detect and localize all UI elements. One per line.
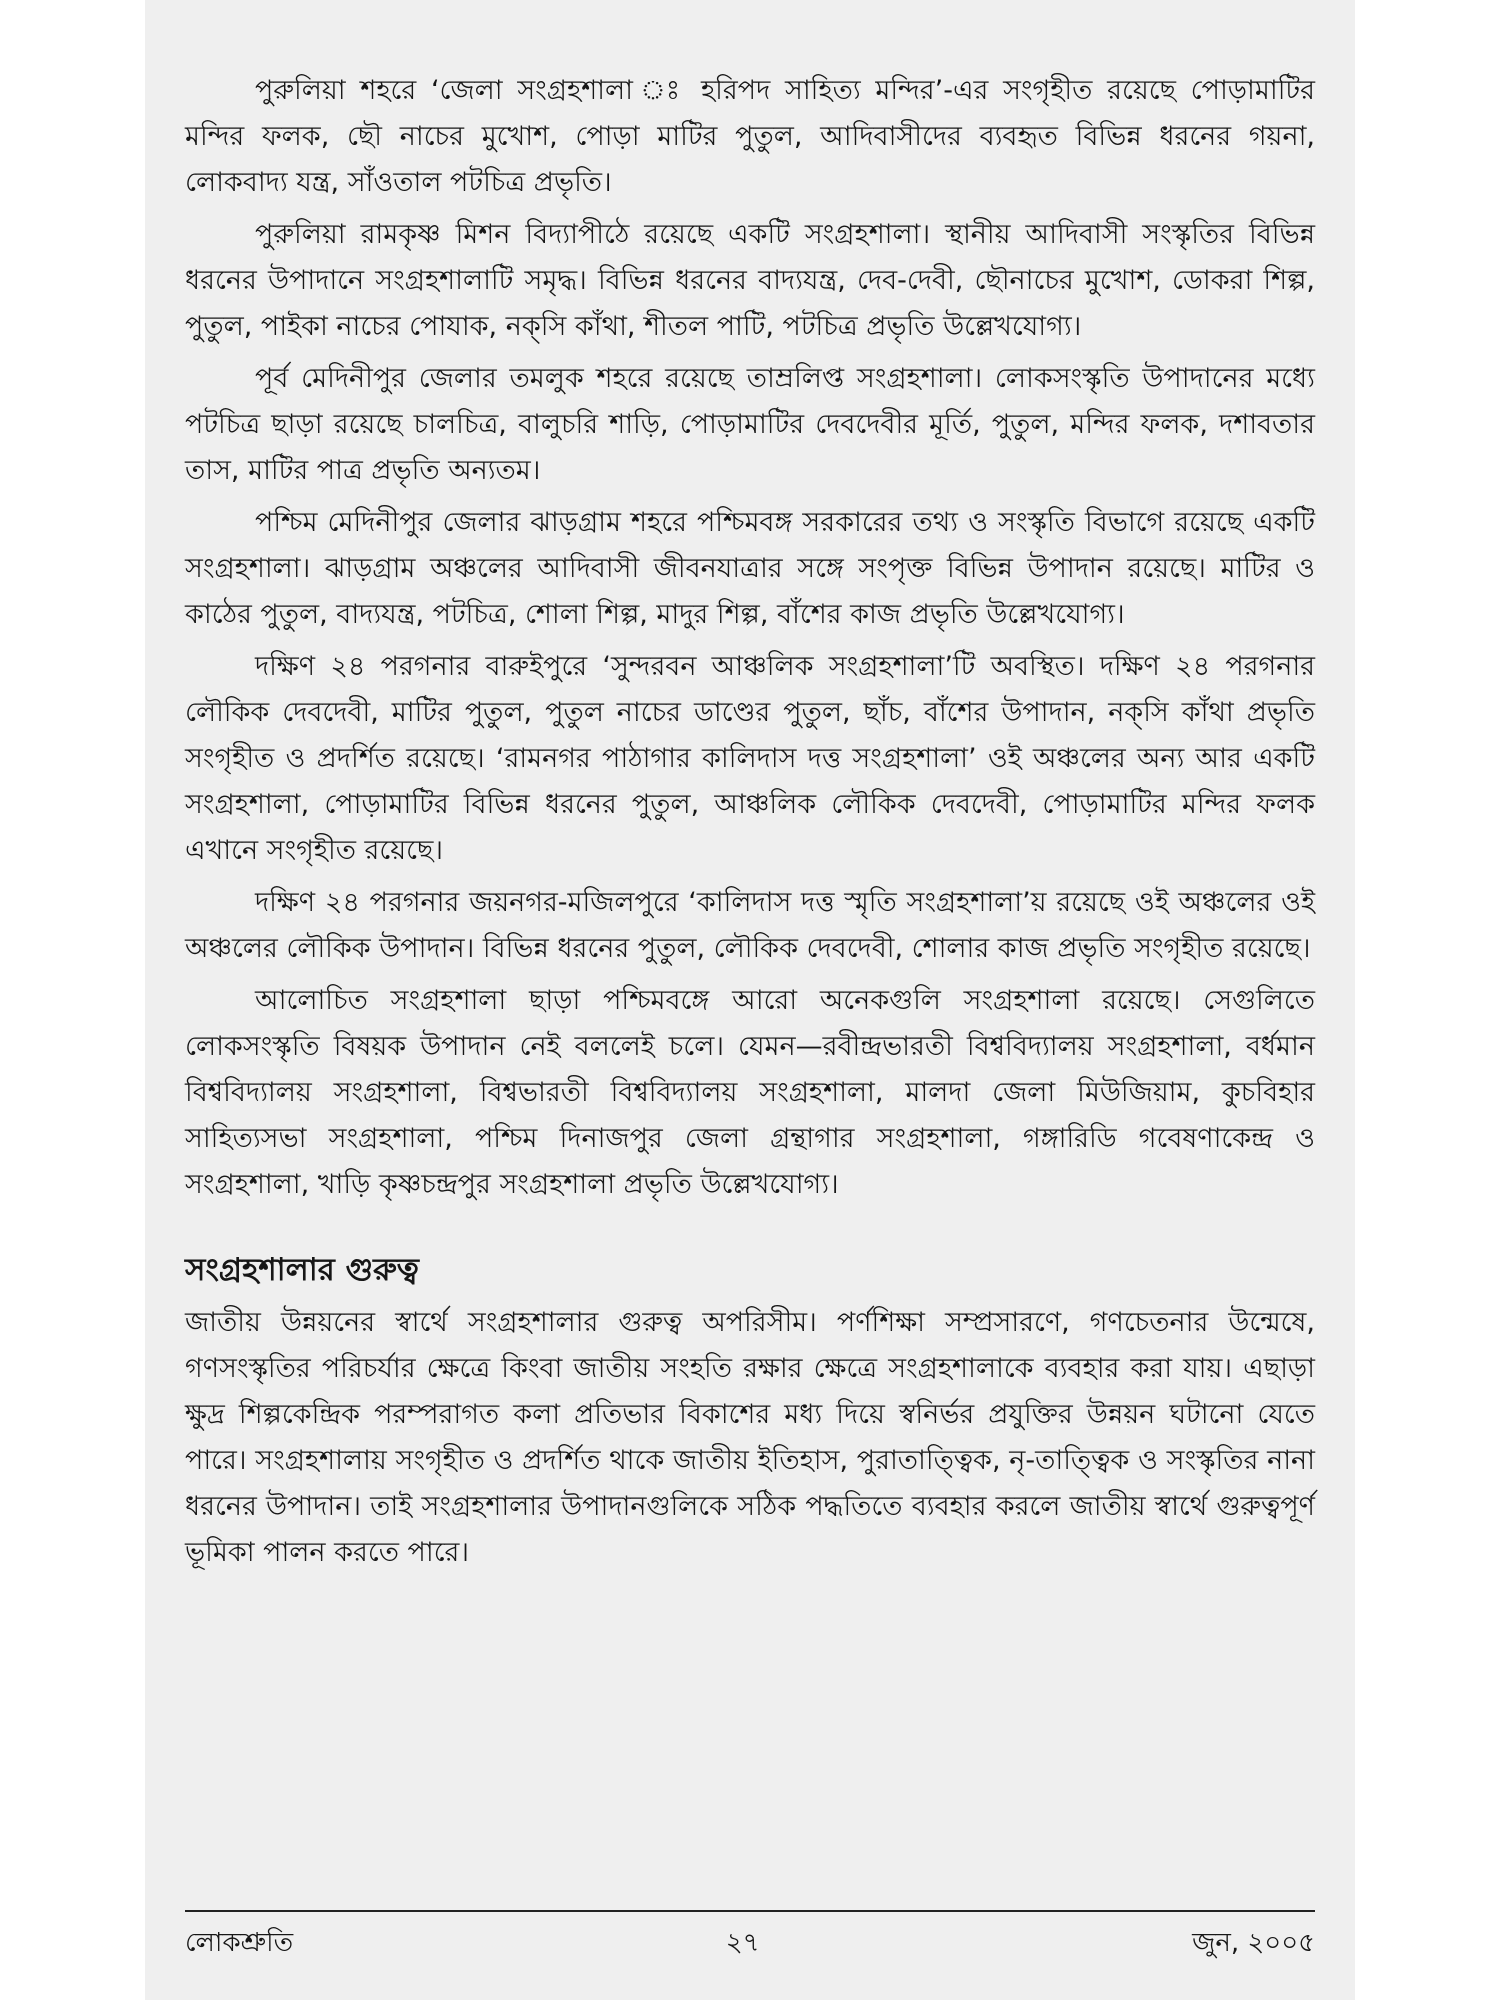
paragraph-ramakrishna-mission-museum: পুরুলিয়া রামকৃষ্ণ মিশন বিদ্যাপীঠে রয়েছে একটি সংগ্রহশালা। স্থানীয় আদিবাসী সংস্কৃতির বিভিন্ন ধরনের উপাদানে সংগ্রহশালাটি সমৃদ্ধ। বিভিন্ন ধরনের বাদ্যযন্ত্র, দেব-দেবী, ছৌনাচের মুখোশ, ডোকরা শিল্প, পুতুল, পাইকা নাচের পোযাক, নক্‌সি কাঁথা, শীতল পাটি, পটচিত্র প্রভৃতি উল্লেখযোগ্য।: [185, 219, 1315, 342]
footer-date: জুন, ২০০৫: [1192, 1928, 1315, 1958]
paragraph-other-museums: আলোচিত সংগ্রহশালা ছাড়া পশ্চিমবঙ্গে আরো অনেকগুলি সংগ্রহশালা রয়েছে। সেগুলিতে লোকসংস্কৃতি বিষয়ক উপাদান নেই বললেই চলে। যেমন—রবীন্দ্রভারতী বিশ্ববিদ্যালয় সংগ্রহশালা, বর্ধমান বিশ্ববিদ্যালয় সংগ্রহশালা, বিশ্বভারতী বিশ্ববিদ্যালয় সংগ্রহশালা, মালদা জেলা মিউজিয়াম, কুচবিহার সাহিত্যসভা সংগ্রহশালা, পশ্চিম দিনাজপুর জেলা গ্রন্থাগার সংগ্রহশালা, গঙ্গারিডি গবেষণাকেন্দ্র ও সংগ্রহশালা, খাড়ি কৃষ্ণচন্দ্রপুর সংগ্রহশালা প্রভৃতি উল্লেখযোগ্য।: [185, 985, 1315, 1200]
footer-divider: [185, 1910, 1315, 1912]
page-footer: [185, 1922, 1315, 1966]
section-heading: সংগ্রহশালার গুরুত্ব: [185, 1252, 419, 1288]
paragraph-jhargram-museum: পশ্চিম মেদিনীপুর জেলার ঝাড়গ্রাম শহরে পশ্চিমবঙ্গ সরকারের তথ্য ও সংস্কৃতি বিভাগে রয়েছে একটি সংগ্রহশালা। ঝাড়গ্রাম অঞ্চলের আদিবাসী জীবনযাত্রার সঙ্গে সংপৃক্ত বিভিন্ন উপাদান রয়েছে। মাটির ও কাঠের পুতুল, বাদ্যযন্ত্র, পটচিত্র, শোলা শিল্প, মাদুর শিল্প, বাঁশের কাজ প্রভৃতি উল্লেখযোগ্য।: [185, 507, 1315, 630]
paragraph-purulia-district-museum: পুরুলিয়া শহরে ‘জেলা সংগ্রহশালা ঃ হরিপদ সাহিত্য মন্দির’-এর সংগৃহীত রয়েছে পোড়ামাটির মন্দির ফলক, ছৌ নাচের মুখোশ, পোড়া মাটির পুতুল, আদিবাসীদের ব্যবহৃত বিভিন্ন ধরনের গয়না, লোকবাদ্য যন্ত্র, সাঁওতাল পটচিত্র প্রভৃতি।: [185, 75, 1315, 198]
page-body: [185, 68, 1315, 1582]
paragraph-tamralipta-museum: পূর্ব মেদিনীপুর জেলার তমলুক শহরে রয়েছে তাম্রলিপ্ত সংগ্রহশালা। লোকসংস্কৃতি উপাদানের মধ্যে পটচিত্র ছাড়া রয়েছে চালচিত্র, বালুচরি শাড়ি, পোড়ামাটির দেবদেবীর মূর্তি, পুতুল, মন্দির ফলক, দশাবতার তাস, মাটির পাত্র প্রভৃতি অন্যতম।: [185, 363, 1315, 486]
paragraph-sundarban-museum: দক্ষিণ ২৪ পরগনার বারুইপুরে ‘সুন্দরবন আঞ্চলিক সংগ্রহশালা’টি অবস্থিত। দক্ষিণ ২৪ পরগনার লৌকিক দেবদেবী, মাটির পুতুল, পুতুল নাচের ডাণ্ডের পুতুল, ছাঁচ, বাঁশের উপাদান, নক্‌সি কাঁথা প্রভৃতি সংগৃহীত ও প্রদর্শিত রয়েছে। ‘রামনগর পাঠাগার কালিদাস দত্ত সংগ্রহশালা’ ওই অঞ্চলের অন্য আর একটি সংগ্রহশালা, পোড়ামাটির বিভিন্ন ধরনের পুতুল, আঞ্চলিক লৌকিক দেবদেবী, পোড়ামাটির মন্দির ফলক এখানে সংগৃহীত রয়েছে।: [185, 651, 1315, 866]
footer-page-number: ২৭: [725, 1928, 760, 1958]
paragraph-museum-importance: জাতীয় উন্নয়নের স্বার্থে সংগ্রহশালার গুরুত্ব অপরিসীম। পর্ণশিক্ষা সম্প্রসারণে, গণচেতনার উন্মেষে, গণসংস্কৃতির পরিচর্যার ক্ষেত্রে কিংবা জাতীয় সংহতি রক্ষার ক্ষেত্রে সংগ্রহশালাকে ব্যবহার করা যায়। এছাড়া ক্ষুদ্র শিল্পকেন্দ্রিক পরম্পরাগত কলা প্রতিভার বিকাশের মধ্য দিয়ে স্বনির্ভর প্রযুক্তির উন্নয়ন ঘটানো যেতে পারে। সংগ্রহশালায় সংগৃহীত ও প্রদর্শিত থাকে জাতীয় ইতিহাস, পুরাতাত্ত্বিক, নৃ-তাত্ত্বিক ও সংস্কৃতির নানা ধরনের উপাদান। তাই সংগ্রহশালার উপাদানগুলিকে সঠিক পদ্ধতিতে ব্যবহার করলে জাতীয় স্বার্থে গুরুত্বপূর্ণ ভূমিকা পালন করতে পারে।: [185, 1307, 1315, 1568]
book-page: [145, 0, 1355, 2000]
footer-journal-name: লোকশ্রুতি: [185, 1928, 294, 1958]
paragraph-kalidas-dutta-museum: দক্ষিণ ২৪ পরগনার জয়নগর-মজিলপুরে ‘কালিদাস দত্ত স্মৃতি সংগ্রহশালা’য় রয়েছে ওই অঞ্চলের ওই অঞ্চলের লৌকিক উপাদান। বিভিন্ন ধরনের পুতুল, লৌকিক দেবদেবী, শোলার কাজ প্রভৃতি সংগৃহীত রয়েছে।: [185, 887, 1315, 964]
